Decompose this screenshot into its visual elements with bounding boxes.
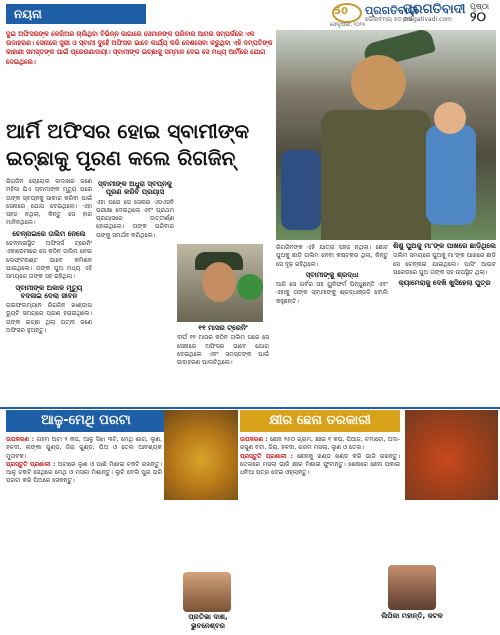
paper-logo-tagline: ଗୌରବମୟ ୫୦ ବର୍ଷ [365,16,413,23]
officer-face-shape [351,55,406,110]
recipe2-ingredients: ଛେନା ୨୫୦ ଗ୍ରାମ, କ୍ଷୀର ୧ କପ, ପିଆଜ, ଟମାଟୋ, ଅଦା-ରସୁଣ ବଟା, ଜିରା, ହଳଦୀ, ଗରମ ମସଲା, ଲୁଣ ଓ ତେଲ। [240,436,400,452]
woman-face-shape [202,262,236,302]
recipe2-method-label: ପ୍ରସ୍ତୁତି ପ୍ରଣାଳୀ : [240,452,294,460]
paper-url[interactable]: pragativadi.com [403,16,452,23]
paratha-photo [164,410,238,500]
article-subhead-2: ସ୍ବାମୀଙ୍କ ଅକାଳ ମୃତ୍ୟୁ ବଦଳାଇ ଦେଲା ଜୀବନ [15,283,83,300]
recipe2-method: ଛେନାକୁ ଖଣ୍ଡ ଖଣ୍ଡ କରି ଭାଜି ରଖନ୍ତୁ। ତେଲରେ ମସଲା ଭାଜି କ୍ଷୀର ମିଶାଇ ଫୁଟାନ୍ତୁ। ଶେଷରେ ଛେନା ପକାଇ ଧନିଆ ପତ୍ର ଦେଇ ଓହ୍ଲାନ୍ତୁ। [240,452,400,477]
recipe1-method: ଅଟାରେ ଲୁଣ ଓ ପାଣି ମିଶାଇ ଚକଟି ରଖନ୍ତୁ। ଆଳୁ ଚକଟି ସେଥିରେ ମେଥି ଓ ମସଲା ମିଶାନ୍ତୁ। ଲୁଚି ବେଲି ପୁର ଭରି ପରଟା କରି ଘିଅରେ ସେକନ୍ତୁ। [6,460,162,485]
headline: ଆର୍ମି ଅଫିସର ହୋଇ ସ୍ବାମୀଙ୍କ ଇଚ୍ଛାକୁ ପୂରଣ କଲେ ରିଗଜିନ୍ [6,119,250,170]
intro-text: ଦୁଇ ଅଫିସରଙ୍କ କେରିଅର ଚାଲିଥିବା ବିଭିନ୍ନ ଜାଗାରେ ସେମାନଙ୍କ ପରିବାର ଆମର ସମ୍ପର୍କରେ ଏକ ଉଦାହରଣ। ସେନାରେ ସ୍ତ୍ରୀ ଓ ସ୍ବାମୀ ଦୁହେଁ ଅଫିସର ଭାବେ କାର୍ଯ୍ୟ କରି ଦେଶସେବା କରୁଥିବା ଏହି ଦମ୍ପତିଙ୍କ କାହାଣୀ ସମସ୍ତଙ୍କ ପାଇଁ ପ୍ରେରଣାଦାୟୀ। ସ୍ବାମୀଙ୍କ ଇଚ୍ଛାକୁ ସମ୍ମାନ ଦେଇ ସେ ମଧ୍ୟ ଆର୍ମିରେ ଯୋଗ ଦେଇଥିଲେ। [6,30,273,66]
article-col2-text: ଏହା ପରେ ସେ ସେନାର ଏସଏସବି ପରୀକ୍ଷା ଦେଇଥିଲେ ଏବଂ ପ୍ରଥମ ପ୍ରୟାସରେ ଉତ୍ତୀର୍ଣ୍ଣ ହୋଇଥିଲେ। ତାଙ୍କ ପରିବାର ତାଙ୍କୁ ସମର୍ଥନ କରିଥିଲେ। [96,198,174,239]
recipe2-author: ଲିପିକା ମହାନ୍ତି, କଟକ [381,612,443,620]
recipe2-title: କ୍ଷୀର ଛେନା ତରକାରୀ [240,410,400,432]
paper-name: ପ୍ରଗତିବାଦୀ [403,2,466,17]
paper-logo-small: ପ୍ରଗତିବାଦୀ [365,4,418,17]
article-col2-text-2: ଦୀର୍ଘ ୧୧ ମାସର କଠିନ ତାଲିମ ପରେ ସେ ସେନାରେ ଅଫିସର ଭାବେ ଯୋଗ ଦେଇଥିଲେ ଏବଂ ସମସ୍ତଙ୍କ ପାଇଁ ଉଦାହରଣ ପାଲଟିଥିଲେ। [177,334,269,367]
article-col3-text: ରିଗଜିନଙ୍କ ଏହି ଯାତ୍ରା ସହଜ ନଥିଲା। ଛୋଟ ପୁଅକୁ ଛାଡ଼ି ତାଲିମ ନେବା କଷ୍ଟକର ଥିଲା, କିନ୍ତୁ ସେ ଦୃଢ଼ ରହିଥିଲେ। [276,244,388,268]
recipe1-author: ପ୍ରତିଭା ଦାଶ, ଭୁବନେଶ୍ବର [188,613,228,630]
recipe1-author-photo [183,572,231,612]
issue-date: ଫେବୃଆରୀ, ୨୦୨୫ [330,22,366,28]
article-col1-text-3: ରାଇଫଲମ୍ୟାନ ରିଗଜିନ ଖାଣ୍ଡାପ ଡ୍ୟୁଟି ସମୟରେ ପ୍ରାଣ ହରାଇଥିଲେ। ତାଙ୍କ ଇଚ୍ଛା ଥିଲା ପତ୍ନୀ ଜଣେ ଅଫିସର ହୁଅନ୍ତୁ। [6,302,92,335]
officer-uniform-shape [321,110,431,240]
chhena-curry-photo [405,410,498,500]
article-col-3 [276,244,388,306]
anniversary-number: 50 [334,6,348,17]
article-col-2 [96,178,174,240]
section-divider [0,407,500,409]
child-face-shape [434,102,466,134]
recipe1-body [6,436,162,486]
recipe2-ingredients-label: ଉପକରଣ : [240,436,268,443]
recipe1-title: ଆଳୁ-ମେଥି ପରଟା [6,410,166,432]
article-subhead-3: ସ୍ବାମୀଙ୍କ ଅଧୁରା ସ୍ବପ୍ନକୁ ପୂରଣ କରିବି ପ୍ରୟାସ [98,180,172,197]
article-col-2b [177,322,269,367]
article-col1-text: ରିଗଜିନ ଚୋରୋଲ ଲଦାଖର ଜଣେ ମହିଳା ଯିଏ ସ୍ବାମୀଙ୍କ ମୃତ୍ୟୁ ପରେ ତାଙ୍କ ସ୍ବପ୍ନକୁ ସାକାର କରିବା ପାଇଁ ସେନାରେ ଯୋଗ ଦେଇଥିଲେ। ଏହା ସହଜ ନଥିଲା, କିନ୍ତୁ ସେ ହାର ମାନିନଥିଲେ। [6,178,92,227]
recipe2-author-photo [388,565,436,610]
officer-woman-photo [177,244,263,322]
masthead [0,0,500,26]
cadet-shape [281,150,321,230]
recipe1-ingredients: ଗହମ ଅଟା ୨ କପ, ଆଳୁ ସିଝା ୩ଟି, ମେଥି ଶାଗ, ଲୁଣ, ହଳଦୀ, ଲଙ୍କା ଗୁଣ୍ଡ, ଜିରା ଗୁଣ୍ଡ, ଘିଅ ଓ ତେଲ ଆବଶ୍ୟକ ମୁତାବକ। [6,436,162,460]
caption-subhead: କ୍ୟାମେରାକୁ ଦେଖି ଖୁସିହେଲା ପୁତ୍ର [398,279,491,288]
article-subhead-4: ୧୧ ମାସର ଟ୍ରେନିଂ [198,324,248,332]
article-col1-text-2: ଚେନ୍ନାଇସ୍ଥିତ ଅଫିସର୍ସ ଟ୍ରେନିଂ ଏକାଡେମୀରେ ସେ କଠିନ ତାଲିମ ନେଇ ଲେଫ୍ଟନାଣ୍ଟ ଭାବେ କମିଶନ ପାଇଥିଲେ। ତାଙ୍କ ପୁଅ ମଧ୍ୟ ଏହି ସମୟରେ ତାଙ୍କ ସହ ରହିଥିଲା। [6,240,92,281]
recipe1-method-label: ପ୍ରସ୍ତୁତି ପ୍ରଣାଳୀ : [6,460,56,468]
photo-caption [393,240,496,289]
green-turban-shape [237,274,263,300]
child-shape [426,125,476,225]
main-photo [276,30,496,240]
section-title: ନୟନା [6,4,146,24]
article-col3-text-2: ଆଜି ସେ ଗର୍ବର ସହ ୟୁନିଫର୍ମ ପିନ୍ଧୁଛନ୍ତି ଏବଂ ଏହାକୁ ତାଙ୍କ ସ୍ବାମୀଙ୍କୁ ଶ୍ରଦ୍ଧାଞ୍ଜଳି ବୋଲି କହୁଛନ୍ତି। [276,281,388,305]
article-subhead: ଚେନ୍ନାଇରେ ତାଲିମ ନେଲେ [12,229,86,238]
recipe2-body [240,436,400,477]
article-col-1 [6,178,92,335]
caption-title: ଶିଶୁ ପୁଅକୁ ମା'ଙ୍କ ପାଖରେ ଛାଡ଼ିଥିଲେ [393,242,496,250]
page-label: ପୃଷ୍ଠା [470,2,490,11]
caption-text: ତାଲିମ ସମୟରେ ପୁଅକୁ ମା'ଙ୍କ ପାଖରେ ଛାଡ଼ି ସେ ଚେନ୍ନାଇ ଯାଇଥିଲେ। ପାସିଂ ଆଉଟ ପରେଡରେ ପୁଅ ତାଙ୍କ ସହ ଉପସ୍ଥିତ ଥିଲା। [393,252,496,276]
article-subhead-5: ସ୍ବାମୀଙ୍କୁ ଶ୍ରଦ୍ଧା [305,270,359,279]
recipe1-ingredients-label: ଉପକରଣ : [6,436,35,443]
page-number: ୨୦ [470,10,486,25]
